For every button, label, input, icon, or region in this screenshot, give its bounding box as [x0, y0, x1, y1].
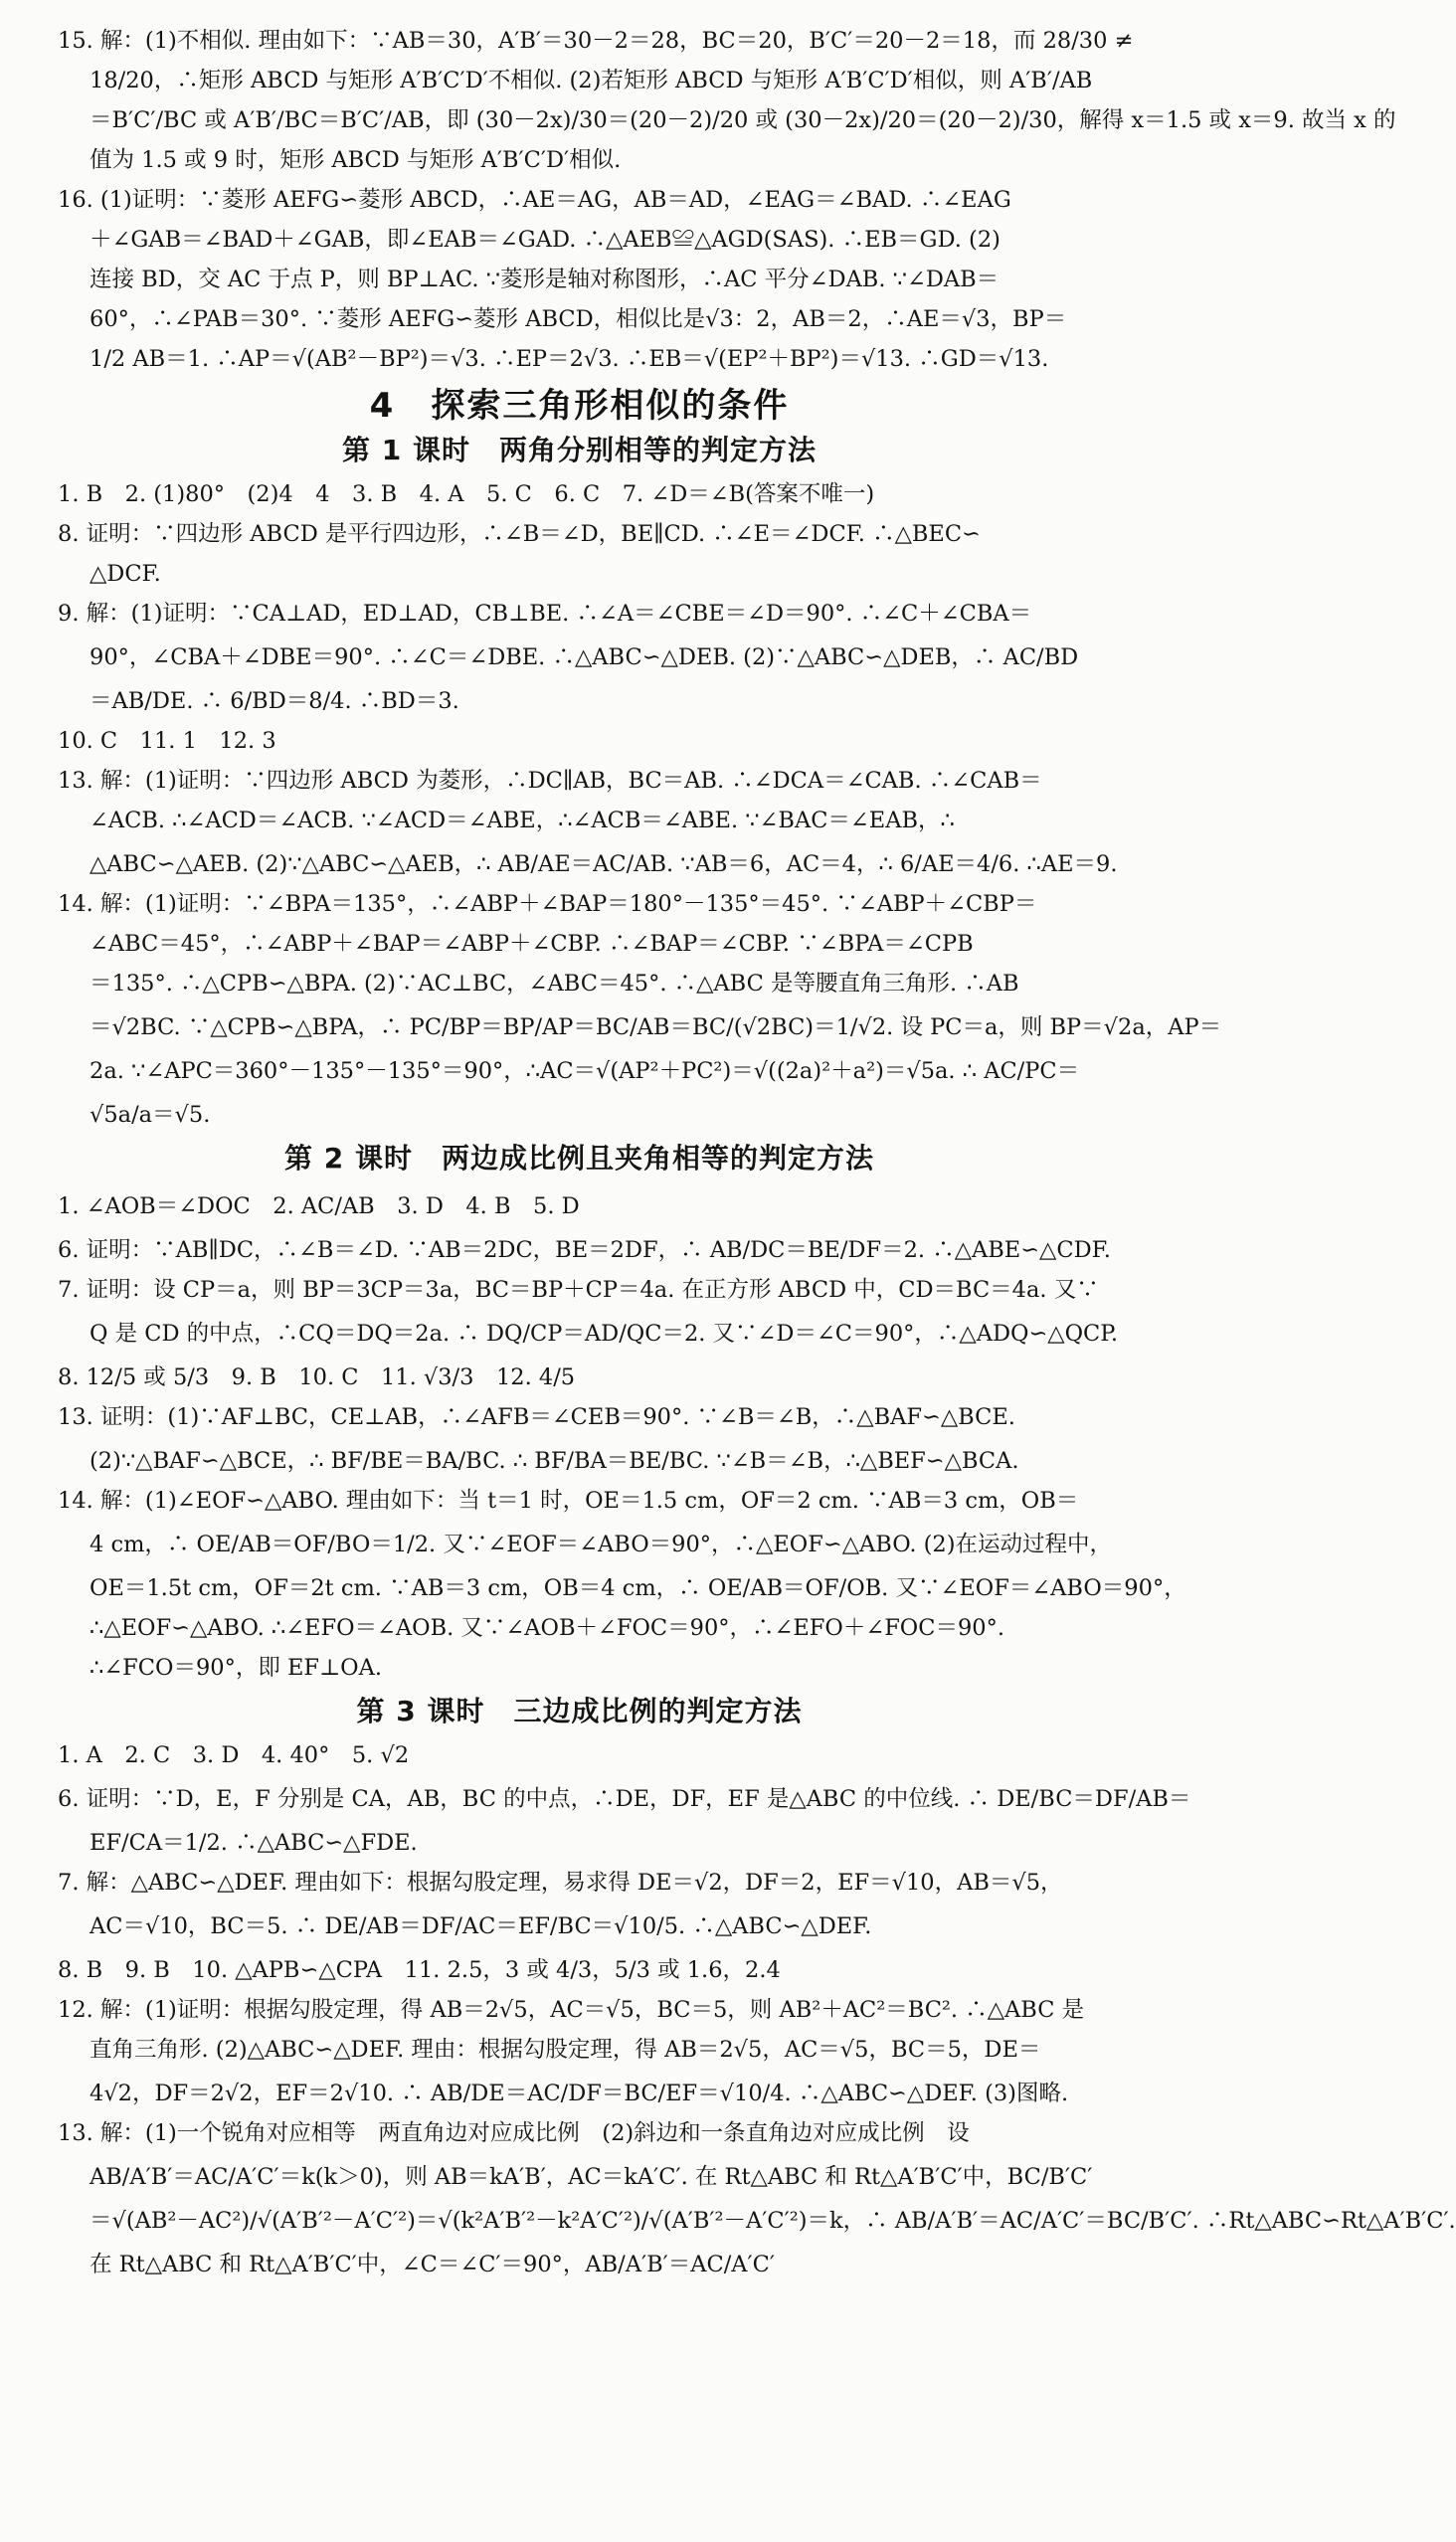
chapter-heading: 4 探索三角形相似的条件 — [369, 386, 790, 426]
l3-q12-line-2: 直角三角形. (2)△ABC∽△DEF. 理由：根据勾股定理，得 AB＝2√5，AC＝√5，BC＝5，DE＝ — [90, 2037, 1041, 2063]
l1-q10-12: 10. C 11. 1 12. 3 — [58, 728, 276, 754]
l3-q6-line-1: 6. 证明：∵D，E，F 分别是 CA，AB，BC 的中点，∴DE，DF，EF 是△ABC 的中位线. ∴ DE/BC＝DF/AB＝ — [58, 1786, 1191, 1812]
l3-q7-line-1: 7. 解：△ABC∽△DEF. 理由如下：根据勾股定理，易求得 DE＝√2，DF＝2，EF＝√10，AB＝√5， — [58, 1870, 1063, 1896]
l1-q14-line-3: ＝135°. ∴△CPB∽△BPA. (2)∵AC⊥BC，∠ABC＝45°. ∴△ABC 是等腰直角三角形. ∴AB — [90, 971, 1019, 997]
l3-q13-line-2: AB/A′B′＝AC/A′C′＝k(k＞0)，则 AB＝kA′B′，AC＝kA′C′. 在 Rt△ABC 和 Rt△A′B′C′中，BC/B′C′ — [90, 2164, 1093, 2190]
q16-line-3: 连接 BD，交 AC 于点 P，则 BP⊥AC. ∵菱形是轴对称图形，∴AC 平分∠DAB. ∵∠DAB＝ — [90, 267, 1000, 292]
l1-q13-line-1: 13. 解：(1)证明：∵四边形 ABCD 为菱形，∴DC∥AB，BC＝AB. ∴∠DCA＝∠CAB. ∴∠CAB＝ — [58, 768, 1042, 794]
l2-q13-line-1: 13. 证明：(1)∵AF⊥BC，CE⊥AB，∴∠AFB＝∠CEB＝90°. ∵∠B＝∠B，∴△BAF∽△BCE. — [58, 1404, 1015, 1430]
l1-q8-line-2: △DCF. — [90, 561, 161, 587]
l2-q14-line-3: OE＝1.5t cm，OF＝2t cm. ∵AB＝3 cm，OB＝4 cm，∴ OE/AB＝OF/OB. 又∵∠EOF＝∠ABO＝90°， — [90, 1575, 1186, 1601]
q15-line-3: ＝B′C′/BC 或 A′B′/BC＝B′C′/AB，即 (30－2x)/30＝(20－2)/20 或 (30－2x)/20＝(20－2)/30，解得 x＝1.5 或 x＝9. 故当 x 的 — [90, 107, 1396, 133]
l3-q8-11: 8. B 9. B 10. △APB∽△CPA 11. 2.5，3 或 4/3，5/3 或 1.6，2.4 — [58, 1957, 781, 1983]
l2-q14-line-5: ∴∠FCO＝90°，即 EF⊥OA. — [90, 1655, 383, 1681]
q16-line-5: 1/2 AB＝1. ∴AP＝√(AB²－BP²)＝√3. ∴EP＝2√3. ∴EB＝√(EP²＋BP²)＝√13. ∴GD＝√13. — [90, 346, 1049, 372]
l2-q14-line-2: 4 cm，∴ OE/AB＝OF/BO＝1/2. 又∵∠EOF＝∠ABO＝90°，∴△EOF∽△ABO. (2)在运动过程中， — [90, 1532, 1113, 1557]
l1-q1-7: 1. B 2. (1)80° (2)4 4 3. B 4. A 5. C 6. C 7. ∠D＝∠B(答案不唯一) — [58, 481, 875, 507]
l3-q6-line-2: EF/CA＝1/2. ∴△ABC∽△FDE. — [90, 1830, 418, 1856]
l3-q13-line-3: ＝√(AB²－AC²)/√(A′B′²－A′C′²)＝√(k²A′B′²－k²A′C′²)/√(A′B′²－A′C′²)＝k，∴ AB/A′B′＝AC/A′C′＝BC/B′C′. ∴Rt△ABC∽Rt△A′B′C′. — [90, 2208, 1456, 2234]
l3-q12-line-1: 12. 解：(1)证明：根据勾股定理，得 AB＝2√5，AC＝√5，BC＝5，则 AB²＋AC²＝BC². ∴△ABC 是 — [58, 1997, 1085, 2023]
l1-q9-line-1: 9. 解：(1)证明：∵CA⊥AD，ED⊥AD，CB⊥BE. ∴∠A＝∠CBE＝∠D＝90°. ∴∠C＋∠CBA＝ — [58, 601, 1032, 627]
q15-line-4: 值为 1.5 或 9 时，矩形 ABCD 与矩形 A′B′C′D′相似. — [90, 147, 622, 173]
l3-q13-line-4: 在 Rt△ABC 和 Rt△A′B′C′中，∠C＝∠C′＝90°，AB/A′B′＝AC/A′C′ — [90, 2252, 775, 2277]
l3-q1-5: 1. A 2. C 3. D 4. 40° 5. √2 — [58, 1742, 410, 1768]
l2-q8-12: 8. 12/5 或 5/3 9. B 10. C 11. √3/3 12. 4/5 — [58, 1364, 576, 1390]
l1-q14-line-5: 2a. ∵∠APC＝360°－135°－135°＝90°，∴AC＝√(AP²＋PC²)＝√((2a)²＋a²)＝√5a. ∴ AC/PC＝ — [90, 1058, 1080, 1084]
l1-q9-line-3: ＝AB/DE. ∴ 6/BD＝8/4. ∴BD＝3. — [90, 688, 459, 714]
l2-q13-line-2: (2)∵△BAF∽△BCE，∴ BF/BE＝BA/BC. ∴ BF/BA＝BE/BC. ∵∠B＝∠B，∴△BEF∽△BCA. — [90, 1448, 1019, 1474]
l1-q14-line-2: ∠ABC＝45°，∴∠ABP＋∠BAP＝∠ABP＋∠CBP. ∴∠BAP＝∠CBP. ∵∠BPA＝∠CPB — [90, 931, 974, 957]
q16-line-2: ＋∠GAB＝∠BAD＋∠GAB，即∠EAB＝∠GAD. ∴△AEB≌△AGD(SAS). ∴EB＝GD. (2) — [90, 227, 1001, 253]
l2-q14-line-4: ∴△EOF∽△ABO. ∴∠EFO＝∠AOB. 又∵∠AOB＋∠FOC＝90°，∴∠EFO＋∠FOC＝90°. — [90, 1615, 1005, 1641]
l2-q7-line-1: 7. 证明：设 CP＝a，则 BP＝3CP＝3a，BC＝BP＋CP＝4a. 在正方形 ABCD 中，CD＝BC＝4a. 又∵ — [58, 1277, 1099, 1303]
l1-q14-line-6: √5a/a＝√5. — [90, 1102, 211, 1128]
l1-q13-line-2: ∠ACB. ∴∠ACD＝∠ACB. ∵∠ACD＝∠ABE，∴∠ACB＝∠ABE. ∵∠BAC＝∠EAB，∴ — [90, 808, 955, 833]
l1-q13-line-3: △ABC∽△AEB. (2)∵△ABC∽△AEB，∴ AB/AE＝AC/AB. ∵AB＝6，AC＝4，∴ 6/AE＝4/6. ∴AE＝9. — [90, 851, 1118, 877]
lesson-1-heading: 第 1 课时 两角分别相等的判定方法 — [342, 434, 817, 466]
l2-q6: 6. 证明：∵AB∥DC，∴∠B＝∠D. ∵AB＝2DC，BE＝2DF，∴ AB/DC＝BE/DF＝2. ∴△ABE∽△CDF. — [58, 1237, 1111, 1263]
l2-q7-line-2: Q 是 CD 的中点，∴CQ＝DQ＝2a. ∴ DQ/CP＝AD/QC＝2. 又∵∠D＝∠C＝90°，∴△ADQ∽△QCP. — [90, 1321, 1118, 1347]
lesson-2-heading: 第 2 课时 两边成比例且夹角相等的判定方法 — [284, 1142, 874, 1175]
l1-q14-line-4: ＝√2BC. ∵△CPB∽△BPA，∴ PC/BP＝BP/AP＝BC/AB＝BC/(√2BC)＝1/√2. 设 PC＝a，则 BP＝√2a，AP＝ — [90, 1014, 1222, 1040]
l3-q7-line-2: AC＝√10，BC＝5. ∴ DE/AB＝DF/AC＝EF/BC＝√10/5. ∴△ABC∽△DEF. — [90, 1913, 872, 1939]
l3-q12-line-3: 4√2，DF＝2√2，EF＝2√10. ∴ AB/DE＝AC/DF＝BC/EF＝√10/4. ∴△ABC∽△DEF. (3)图略. — [90, 2081, 1069, 2106]
l1-q8-line-1: 8. 证明：∵四边形 ABCD 是平行四边形，∴∠B＝∠D，BE∥CD. ∴∠E＝∠DCF. ∴△BEC∽ — [58, 521, 981, 547]
q15-line-1: 15. 解：(1)不相似. 理由如下：∵AB＝30，A′B′＝30－2＝28，BC＝20，B′C′＝20－2＝18，而 28/30 ≠ — [58, 28, 1134, 54]
l2-q1-5: 1. ∠AOB＝∠DOC 2. AC/AB 3. D 4. B 5. D — [58, 1193, 580, 1219]
l2-q14-line-1: 14. 解：(1)∠EOF∽△ABO. 理由如下：当 t＝1 时，OE＝1.5 cm，OF＝2 cm. ∵AB＝3 cm，OB＝ — [58, 1488, 1079, 1514]
l3-q13-line-1: 13. 解：(1)一个锐角对应相等 两直角边对应成比例 (2)斜边和一条直角边对应成比例 设 — [58, 2120, 970, 2146]
l1-q9-line-2: 90°，∠CBA＋∠DBE＝90°. ∴∠C＝∠DBE. ∴△ABC∽△DEB. (2)∵△ABC∽△DEB，∴ AC/BD — [90, 644, 1079, 670]
q15-line-2: 18/20，∴矩形 ABCD 与矩形 A′B′C′D′不相似. (2)若矩形 ABCD 与矩形 A′B′C′D′相似，则 A′B′/AB — [90, 68, 1093, 93]
lesson-3-heading: 第 3 课时 三边成比例的判定方法 — [356, 1695, 803, 1727]
q16-line-1: 16. (1)证明：∵菱形 AEFG∽菱形 ABCD，∴AE＝AG，AB＝AD，∠EAG＝∠BAD. ∴∠EAG — [58, 187, 1011, 213]
q16-line-4: 60°，∴∠PAB＝30°. ∵菱形 AEFG∽菱形 ABCD，相似比是√3：2，AB＝2，∴AE＝√3，BP＝ — [90, 306, 1067, 332]
l1-q14-line-1: 14. 解：(1)证明：∵∠BPA＝135°，∴∠ABP＋∠BAP＝180°－135°＝45°. ∵∠ABP＋∠CBP＝ — [58, 891, 1037, 917]
